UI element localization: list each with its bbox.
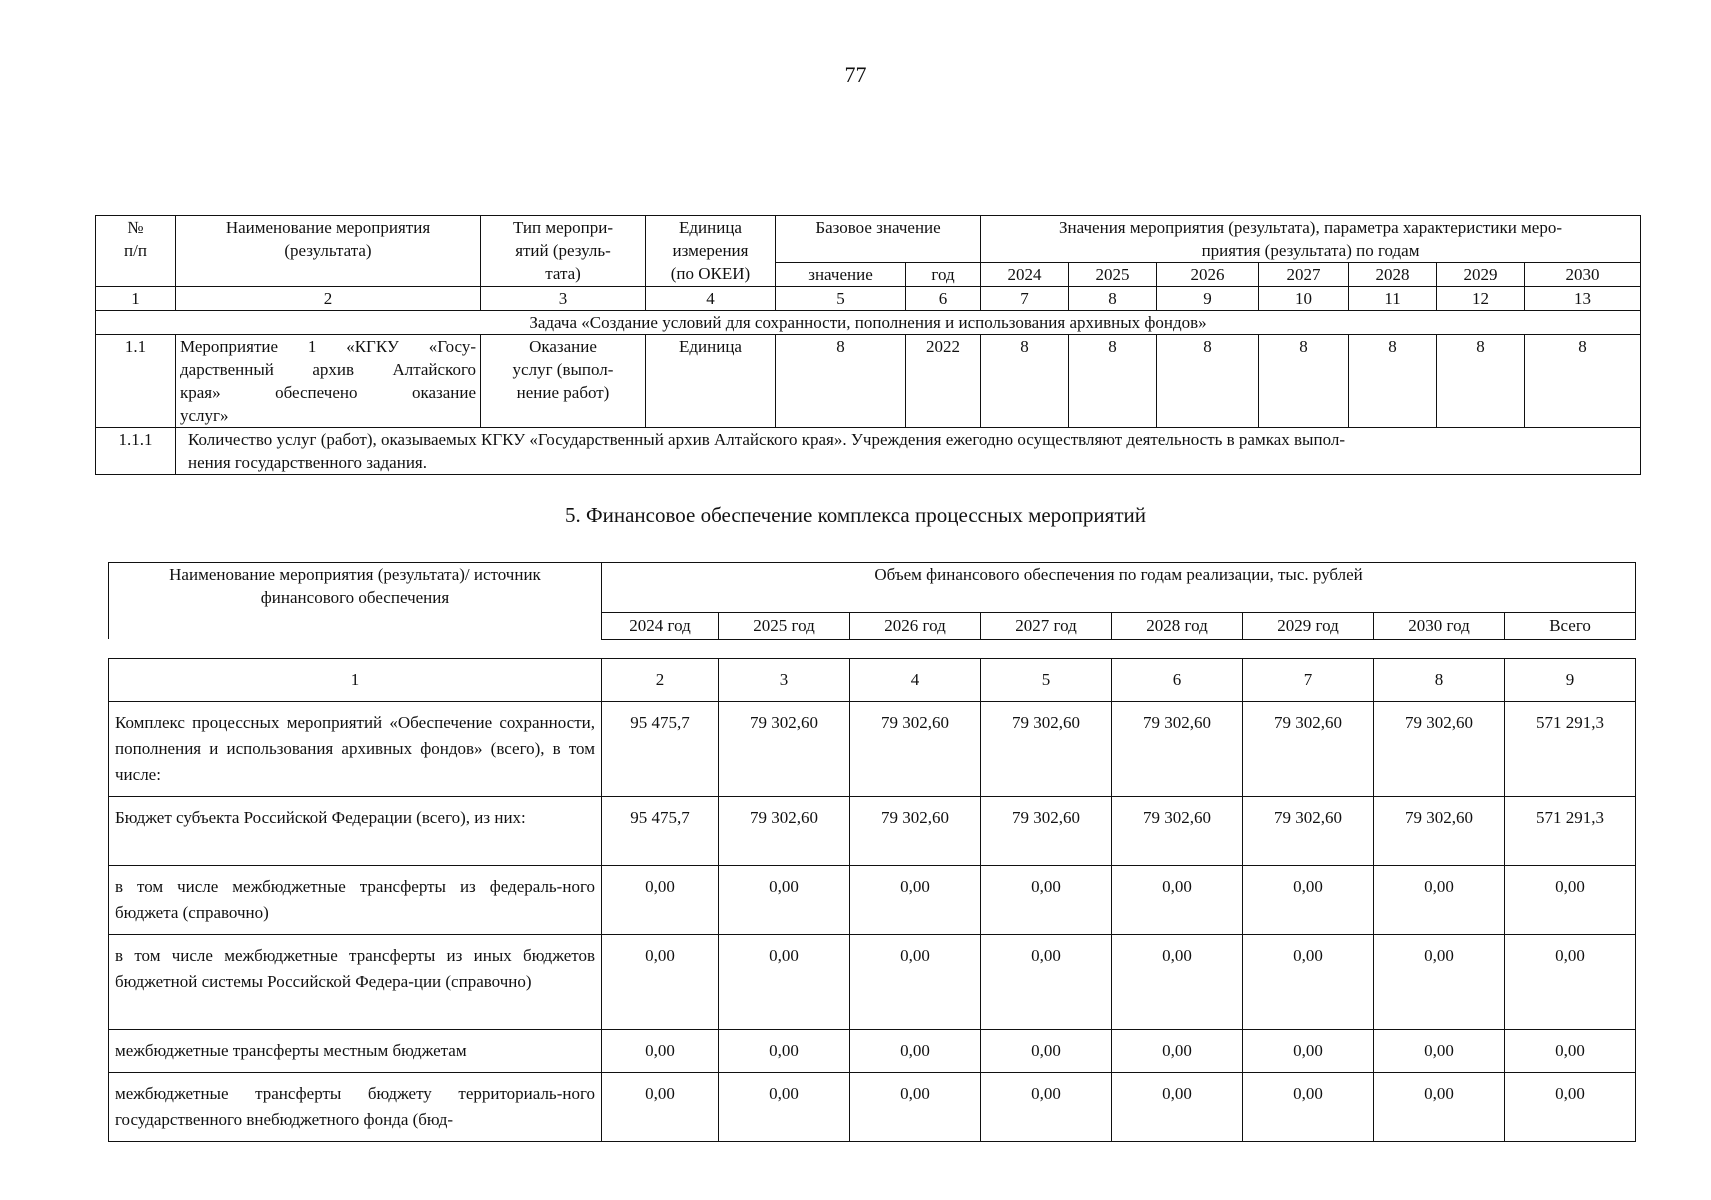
row-value: 0,00 [1505, 1030, 1636, 1073]
row-value: 8 [1157, 335, 1259, 428]
row-value: 95 475,7 [602, 702, 719, 797]
column-number: 8 [1374, 659, 1505, 702]
row-label: в том числе межбюджетные трансферты из иных бюджетов бюджетной системы Российской Федера-ции (справочно) [109, 935, 602, 1030]
row-value: 571 291,3 [1505, 702, 1636, 797]
header-name [176, 216, 481, 287]
header-volume: Объем финансового обеспечения по годам реализации, тыс. рублей [602, 563, 1636, 613]
row-value: 0,00 [1243, 1030, 1374, 1073]
row-value: 0,00 [1112, 1073, 1243, 1142]
column-number: 4 [850, 659, 981, 702]
header-name-line: (результата) [284, 241, 372, 260]
column-number: 9 [1157, 287, 1259, 311]
row-value: 79 302,60 [1112, 702, 1243, 797]
header-source-line: Наименование мероприятия (результата)/ источник [169, 565, 541, 584]
header-num-line: № [127, 218, 144, 237]
header-values-line: Значения мероприятия (результата), параметра характеристики меро- [1059, 218, 1563, 237]
column-number: 10 [1259, 287, 1349, 311]
section-title: 5. Финансовое обеспечение комплекса процессных мероприятий [565, 503, 1146, 527]
financing-table [108, 658, 1636, 1142]
column-number: 3 [719, 659, 850, 702]
header-name-line: Наименование мероприятия [225, 218, 431, 237]
row-value: 79 302,60 [1112, 797, 1243, 866]
row-label: Комплекс процессных мероприятий «Обеспечение сохранности, пополнения и использования архивных фондов» (всего), в том числе: [109, 702, 602, 797]
column-number: 9 [1505, 659, 1636, 702]
row-value: 0,00 [1374, 935, 1505, 1030]
row-value: 0,00 [850, 1073, 981, 1142]
header-unit-line: Единица [679, 218, 742, 237]
table-row [109, 866, 1636, 935]
column-number: 1 [96, 287, 176, 311]
column-number: 8 [1069, 287, 1157, 311]
header-num [96, 216, 176, 287]
task-row: Задача «Создание условий для сохранности, пополнения и использования архивных фондов» [96, 311, 1641, 335]
row-value: 79 302,60 [1243, 702, 1374, 797]
row-value: 0,00 [850, 1030, 981, 1073]
row-value: 0,00 [1112, 935, 1243, 1030]
header-values-line: приятия (результата) по годам [1201, 241, 1420, 260]
row-value: 0,00 [1505, 1073, 1636, 1142]
header-type-line: тата) [545, 264, 581, 283]
column-number: 1 [109, 659, 602, 702]
row-value: 0,00 [1243, 935, 1374, 1030]
header-source-line: финансового обеспечения [260, 588, 450, 607]
row-value: 8 [1525, 335, 1641, 428]
row-value: 0,00 [981, 1073, 1112, 1142]
page-number: 77 [844, 62, 867, 87]
row-label: в том числе межбюджетные трансферты из федераль-ного бюджета (справочно) [109, 866, 602, 935]
row-value: 0,00 [719, 866, 850, 935]
row-name-line: Мероприятие 1 «КГКУ «Госу- [180, 337, 476, 356]
column-number: 6 [906, 287, 981, 311]
row-label: Бюджет субъекта Российской Федерации (всего), из них: [109, 797, 602, 866]
row-value: 0,00 [719, 1030, 850, 1073]
column-number: 13 [1525, 287, 1641, 311]
header-year: 2027 [1259, 263, 1349, 287]
row-value: 571 291,3 [1505, 797, 1636, 866]
header-num-line: п/п [124, 241, 147, 260]
table-row [109, 935, 1636, 1030]
header-type-line: ятий (резуль- [515, 241, 611, 260]
header-year: 2028 [1349, 263, 1437, 287]
header-year: 2027 год [981, 612, 1112, 639]
header-base-value: значение [776, 263, 906, 287]
row-value: 79 302,60 [719, 702, 850, 797]
column-number: 6 [1112, 659, 1243, 702]
row-value: 79 302,60 [719, 797, 850, 866]
row-value: 79 302,60 [1243, 797, 1374, 866]
row-value: 0,00 [981, 866, 1112, 935]
header-year: 2026 [1157, 263, 1259, 287]
row-base-year: 2022 [906, 335, 981, 428]
header-type [481, 216, 646, 287]
row-value: 0,00 [1243, 1073, 1374, 1142]
row-value: 0,00 [1505, 866, 1636, 935]
header-year: 2028 год [1112, 612, 1243, 639]
row-value: 79 302,60 [850, 797, 981, 866]
header-year: 2030 год [1374, 612, 1505, 639]
header-type-line: Тип меропри- [512, 218, 614, 237]
indicators-table [95, 215, 1641, 475]
header-year: 2024 [981, 263, 1069, 287]
header-year: 2029 [1437, 263, 1525, 287]
header-unit [646, 216, 776, 287]
row-value: 0,00 [1374, 1030, 1505, 1073]
row-value: 0,00 [719, 935, 850, 1030]
header-total: Всего [1505, 612, 1636, 639]
row-base-value: 8 [776, 335, 906, 428]
header-base-year: год [906, 263, 981, 287]
row-value: 0,00 [1374, 1073, 1505, 1142]
row-description-line: нения государственного задания. [188, 453, 427, 472]
row-value: 0,00 [1243, 866, 1374, 935]
header-unit-line: измерения [672, 241, 749, 260]
column-number: 11 [1349, 287, 1437, 311]
row-num: 1.1 [96, 335, 176, 428]
column-number: 3 [481, 287, 646, 311]
row-value: 0,00 [602, 935, 719, 1030]
row-value: 79 302,60 [981, 702, 1112, 797]
column-number: 7 [981, 287, 1069, 311]
row-value: 0,00 [850, 935, 981, 1030]
header-year: 2030 [1525, 263, 1641, 287]
table-row [109, 1030, 1636, 1073]
row-value: 8 [981, 335, 1069, 428]
row-value: 0,00 [1505, 935, 1636, 1030]
table-row [109, 797, 1636, 866]
row-value: 0,00 [1112, 866, 1243, 935]
header-base: Базовое значение [776, 216, 981, 263]
row-value: 79 302,60 [1374, 797, 1505, 866]
row-value: 0,00 [602, 1073, 719, 1142]
header-year: 2024 год [602, 612, 719, 639]
row-description-line: Количество услуг (работ), оказываемых КГКУ «Государственный архив Алтайского края». Учреждения ежегодно осуществляют деятельность в рамках выпол- [188, 430, 1345, 449]
row-value: 0,00 [602, 1030, 719, 1073]
row-value: 79 302,60 [850, 702, 981, 797]
header-unit-line: (по ОКЕИ) [670, 264, 751, 283]
header-source [109, 563, 602, 640]
row-type-line: Оказание [529, 337, 597, 356]
row-value: 79 302,60 [981, 797, 1112, 866]
row-name-line: края» обеспечено оказание [180, 383, 476, 402]
row-value: 0,00 [981, 935, 1112, 1030]
row-value: 8 [1069, 335, 1157, 428]
row-value: 0,00 [719, 1073, 850, 1142]
row-unit: Единица [646, 335, 776, 428]
header-year: 2029 год [1243, 612, 1374, 639]
row-value: 0,00 [850, 866, 981, 935]
column-number: 5 [776, 287, 906, 311]
row-value: 8 [1349, 335, 1437, 428]
column-number: 5 [981, 659, 1112, 702]
row-name [176, 335, 481, 428]
row-type-line: услуг (выпол- [512, 360, 614, 379]
table-row [109, 702, 1636, 797]
row-label: межбюджетные трансферты бюджету территориаль-ного государственного внебюджетного фонда (бюд- [109, 1073, 602, 1142]
header-year: 2025 [1069, 263, 1157, 287]
row-num: 1.1.1 [96, 428, 176, 475]
column-number: 12 [1437, 287, 1525, 311]
row-value: 0,00 [1112, 1030, 1243, 1073]
header-year: 2026 год [850, 612, 981, 639]
row-description [176, 428, 1641, 475]
column-number: 2 [602, 659, 719, 702]
header-year: 2025 год [719, 612, 850, 639]
row-value: 0,00 [981, 1030, 1112, 1073]
row-value: 8 [1437, 335, 1525, 428]
header-values [981, 216, 1641, 263]
row-value: 95 475,7 [602, 797, 719, 866]
row-name-line: дарственный архив Алтайского [180, 360, 476, 379]
column-number: 2 [176, 287, 481, 311]
row-value: 0,00 [1374, 866, 1505, 935]
row-type-line: нение работ) [516, 383, 610, 402]
row-name-line: услуг» [180, 406, 229, 425]
table-row [109, 1073, 1636, 1142]
column-number: 7 [1243, 659, 1374, 702]
financing-table-header [108, 562, 1636, 640]
row-label: межбюджетные трансферты местным бюджетам [109, 1030, 602, 1073]
row-value: 0,00 [602, 866, 719, 935]
column-number: 4 [646, 287, 776, 311]
row-value: 79 302,60 [1374, 702, 1505, 797]
row-type [481, 335, 646, 428]
row-value: 8 [1259, 335, 1349, 428]
